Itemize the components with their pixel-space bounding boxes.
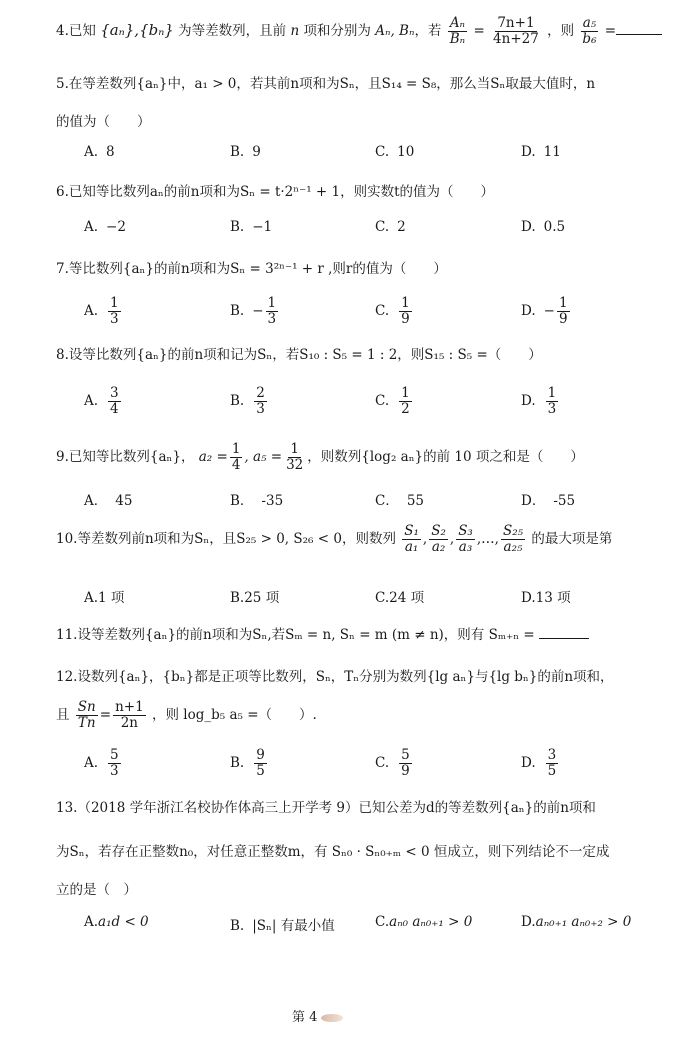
n-var: n	[290, 22, 300, 39]
fraction-s25-a25: $\frac{\text{S₂₅}}{\text{a₂₅}}$	[502, 523, 524, 555]
question-13-line-1: 13.（2018 学年浙江名校协作体高三上开学考 9）已知公差为d的等差数列{aₙ}的前n项和	[56, 800, 596, 816]
option-b[interactable]: B. $\frac{9}{5}$	[230, 747, 265, 779]
fraction-a5: $\frac{1}{32}$	[286, 441, 304, 473]
answer-blank[interactable]	[539, 638, 589, 639]
option-d[interactable]: D. − $\frac{1}{9}$	[521, 295, 568, 327]
question-9-line-1: 9.已知等比数列{aₙ}， a₂ = $\frac{1}{4}$ , a₅ = $\frac{1}{32}$ ，则数列{log₂ aₙ}的前 10 项之和是（ ）	[56, 441, 584, 473]
option-c[interactable]: C. $\frac{5}{9}$	[375, 747, 410, 779]
option-c[interactable]: C. 2	[375, 219, 406, 235]
fraction-s3-a3: $\frac{\text{S₃}}{\text{a₃}}$	[458, 523, 473, 555]
page-number: 第 4	[292, 1006, 343, 1025]
question-12-line-1: 12.设数列{aₙ}，{bₙ}都是正项等比数列，Sₙ，Tₙ分别为数列{lg aₙ}与{lg bₙ}的前n项和，	[56, 669, 614, 685]
option-d[interactable]: D.13 项	[521, 590, 571, 606]
option-d[interactable]: D． -55	[521, 493, 576, 509]
fraction-a-over-b: $\frac{\text{Aₙ}}{\text{Bₙ}}$	[449, 15, 466, 47]
option-c[interactable]: C. $\frac{1}{2}$	[375, 385, 410, 417]
question-13-options	[84, 914, 644, 936]
fraction-sn-tn: $\frac{Sn}{Tn}$	[77, 699, 96, 731]
question-5-options	[84, 144, 644, 166]
option-a[interactable]: A. $\frac{1}{3}$	[84, 295, 119, 327]
option-a[interactable]: A.1 项	[84, 590, 125, 606]
question-11: 11.设等差数列{aₙ}的前n项和为Sₙ,若Sₘ = n, Sₙ = m (m ≠ n)，则有 Sₘ₊ₙ =	[56, 623, 589, 643]
option-b[interactable]: B.25 项	[230, 590, 280, 606]
smudge-mark	[321, 1014, 343, 1022]
option-a[interactable]: A. $\frac{3}{4}$	[84, 385, 119, 417]
option-a[interactable]: A. 8	[84, 144, 115, 160]
fraction-n1-2n: $\frac{n+1}{2n}$	[115, 699, 144, 731]
question-8-options	[84, 386, 644, 430]
option-d[interactable]: D. $\frac{3}{5}$	[521, 747, 557, 779]
option-c[interactable]: C. $\frac{1}{9}$	[375, 295, 410, 327]
option-d[interactable]: D. $\frac{1}{3}$	[521, 385, 557, 417]
question-10-line-1: 10.等差数列前n项和为Sₙ，且S₂₅ > 0, S₂₆ < 0，则数列 $\frac{\text{S₁}}{\text{a₁}}$ , $\frac{\text{S₂}}{\text{a₂}}$ , $\frac{\text{S₃}}{\text{a₃}}$ ,…, $\frac{\text{S₂₅}}{\text{a₂₅}}$ 的最大项是第	[56, 523, 613, 555]
question-9-options	[84, 489, 644, 511]
option-b[interactable]: B． -35	[230, 493, 284, 509]
option-a[interactable]: A. −2	[84, 219, 126, 235]
question-5-line-1: 5.在等差数列{aₙ}中，a₁ > 0，若其前n项和为Sₙ，且S₁₄ = S₈，那么当Sₙ取最大值时，n	[56, 76, 596, 92]
option-c[interactable]: C． 55	[375, 493, 425, 509]
option-b[interactable]: B. −1	[230, 219, 273, 235]
option-c[interactable]: C.24 项	[375, 590, 425, 606]
fraction-a2: $\frac{1}{4}$	[231, 441, 241, 473]
option-a[interactable]: A.a₁d < 0	[84, 914, 149, 930]
answer-blank[interactable]	[616, 34, 662, 35]
question-4: 4.已知 {aₙ},{bₙ} 为等差数列，且前 n 项和分别为 Aₙ, Bₙ，若 $\frac{\text{Aₙ}}{\text{Bₙ}}$ = $\frac{7n+1}{4n+27}$ ，则 $\frac{\text{a₅}}{\text{b₆}}$ =	[56, 16, 662, 47]
fraction-s1-a1: $\frac{\text{S₁}}{\text{a₁}}$	[404, 523, 419, 555]
question-10-options	[84, 586, 644, 608]
question-5-line-2: 的值为（ ）	[56, 114, 151, 130]
sequence-names: {aₙ},{bₙ}	[100, 20, 174, 39]
question-12-options	[84, 748, 644, 788]
question-13-line-3: 立的是（ ）	[56, 882, 137, 898]
option-d[interactable]: D. 11	[521, 144, 561, 160]
fraction-7n-over-4n: $\frac{7n+1}{4n+27}$	[493, 15, 539, 47]
question-7-options	[84, 290, 644, 330]
option-d[interactable]: D.aₙ₀₊₁ aₙ₀₊₂ > 0	[521, 914, 632, 930]
option-b[interactable]: B. − $\frac{1}{3}$	[230, 295, 277, 327]
option-a[interactable]: A. $\frac{5}{3}$	[84, 747, 119, 779]
question-7-line-1: 7.等比数列{aₙ}的前n项和为Sₙ = 3²ⁿ⁻¹ + r ,则r的值为（ ）	[56, 261, 447, 277]
question-13-line-2: 为Sₙ，若存在正整数n₀，对任意正整数m，有 Sₙ₀ · Sₙ₀₊ₘ < 0 恒成立，则下列结论不一定成	[56, 844, 610, 860]
question-8-line-1: 8.设等比数列{aₙ}的前n项和记为Sₙ，若S₁₀ : S₅ = 1 : 2，则S₁₅ : S₅ =（ ）	[56, 347, 542, 363]
fraction-a5-over-b6: $\frac{\text{a₅}}{\text{b₆}}$	[582, 15, 597, 47]
option-d[interactable]: D. 0.5	[521, 219, 566, 235]
option-b[interactable]: B. $\frac{2}{3}$	[230, 385, 265, 417]
fraction-s2-a2: $\frac{\text{S₂}}{\text{a₂}}$	[431, 523, 446, 555]
question-6-options	[84, 219, 644, 241]
option-c[interactable]: C. 10	[375, 144, 415, 160]
question-6-line-1: 6.已知等比数列aₙ的前n项和为Sₙ = t·2ⁿ⁻¹ + 1，则实数t的值为（ ）	[56, 184, 495, 200]
option-a[interactable]: A． 45	[84, 493, 133, 509]
option-c[interactable]: C.aₙ₀ aₙ₀₊₁ > 0	[375, 914, 473, 930]
option-b[interactable]: B. 9	[230, 144, 261, 160]
option-b[interactable]: B. |Sₙ| 有最小值	[230, 918, 335, 934]
question-12-line-2: 且 $\frac{Sn}{Tn}$ = $\frac{n+1}{2n}$ ，则 log_b₅ a₅ =（ ）.	[56, 699, 317, 731]
